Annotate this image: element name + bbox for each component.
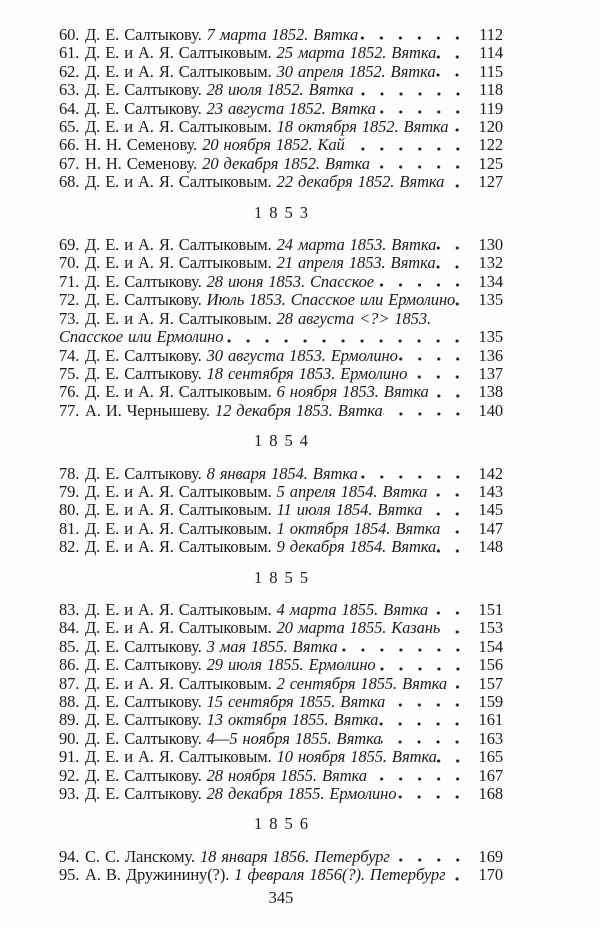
toc-entry-row [59,173,503,191]
entry-addressee: Д. Е. и А. Я. Салтыковым. [85,309,272,328]
entry-number: 66. [59,135,80,155]
footer-page-number: 345 [268,887,294,907]
entry-detail: 4—5 ноября 1855. Вятка [206,729,382,748]
dot-leader [435,254,473,272]
entry-text [85,520,440,538]
entry-text [85,848,390,866]
entry-page: 130 [478,235,503,255]
entry-text [85,748,437,766]
entry-page: 148 [478,537,503,557]
entry-page: 119 [479,98,503,118]
entry-list [59,848,503,885]
entry-page: 118 [479,80,503,100]
entry-page: 114 [479,43,503,63]
dot-leader [444,173,473,191]
entry-number: 69. [59,235,80,255]
entry-page: 165 [478,747,503,767]
toc-section [59,204,503,420]
entry-number: 77. [59,400,80,420]
toc-entry-row [59,538,503,556]
entry-addressee: Д. Е. и А. Я. Салтыковым. [85,674,272,693]
toc-entry-row [59,785,503,803]
toc-entry-row [59,44,503,62]
entry-number: 73. [59,308,80,328]
dot-leader [367,767,473,785]
entry-addressee: Д. Е. и А. Я. Салтыковым. [85,236,272,255]
toc-section [59,432,503,556]
entry-page: 127 [478,172,503,192]
entry-addressee: Д. Е. и А. Я. Салтыковым. [85,383,272,402]
entry-page: 163 [478,728,503,748]
toc-sections [59,26,503,885]
entry-page: 153 [478,618,503,638]
entry-page: 122 [478,135,503,155]
toc-entry-row [59,866,503,884]
dot-leader [376,656,473,674]
entry-addressee: Д. Е. Салтыкову. [85,785,202,804]
entry-addressee: Д. Е. Салтыкову. [85,272,202,291]
entry-addressee: Д. Е. Салтыкову. [85,99,202,118]
entry-detail: 20 марта 1855. Казань [276,619,441,638]
entry-text [85,638,338,656]
entry-detail: 15 сентября 1855. Вятка [206,693,386,711]
entry-detail: 4 марта 1855. Вятка [276,600,429,619]
dot-leader [381,730,473,748]
entry-page: 157 [478,673,503,693]
entry-detail: 11 июля 1854. Вятка [276,501,423,520]
entry-page: 112 [479,25,503,44]
toc-entry-row [59,638,503,656]
dot-leader [436,236,473,254]
dot-leader [385,693,473,711]
entry-text [85,767,367,785]
entry-addressee: Д. Е. и А. Я. Салтыковым. [85,619,272,638]
entry-text [85,402,383,420]
entry-text [85,347,398,365]
entry-page: 135 [478,327,503,347]
entry-addressee: Д. Е. Салтыкову. [85,656,202,675]
dot-leader [407,365,473,383]
entry-page: 137 [478,363,503,383]
entry-addressee: Д. Е. Салтыкову. [85,81,202,100]
entry-page: 159 [478,692,503,711]
toc-entry-row [59,693,503,711]
toc-entry-row [59,291,503,309]
dot-leader [428,601,473,619]
toc-entry-row [59,465,503,483]
entry-addressee: Д. Е. и А. Я. Салтыковым. [85,44,272,63]
entry-detail: 9 декабря 1854. Вятка [276,538,437,557]
entry-page: 167 [478,765,503,785]
dot-leader [370,155,473,173]
entry-addressee: Д. Е. и А. Я. Салтыковым. [85,748,272,767]
entry-text [85,483,427,501]
entry-detail: 25 марта 1852. Вятка [276,44,437,63]
entry-page: 115 [479,61,503,81]
dot-leader [435,63,473,81]
entry-detail: 20 ноября 1852. Кай [202,136,345,155]
dot-leader [422,501,473,519]
entry-number: 67. [59,153,80,173]
entry-number: 92. [59,765,80,785]
toc-entry-row [59,254,503,272]
entry-addressee: Н. Н. Семенову. [85,136,198,155]
entry-number: 88. [59,692,80,711]
entry-text [85,465,358,483]
dot-leader [440,520,473,538]
dot-leader [398,347,473,365]
entry-number: 71. [59,271,80,291]
toc-entry-row [59,656,503,674]
entry-page: 156 [478,655,503,675]
entry-text [85,711,378,729]
entry-detail: 28 августа <?> 1853. [276,309,432,328]
entry-text [85,273,374,291]
toc-entry-wrap-row [59,328,503,346]
toc-entry-row [59,619,503,637]
toc-entry-row [59,118,503,136]
entry-text [85,100,376,118]
toc-entry-row [59,501,503,519]
entry-addressee: Д. Е. Салтыкову. [85,711,202,730]
toc-entry-row [59,63,503,81]
entry-page: 135 [478,290,503,310]
dot-leader [455,291,473,309]
entry-wrap-text: Спасское или Ермолино [59,327,224,347]
entry-list [59,601,503,803]
dot-leader [374,273,473,291]
dot-leader [358,465,473,483]
entry-number: 65. [59,117,80,137]
entry-addressee: Д. Е. и А. Я. Салтыковым. [85,538,272,557]
dot-leader [440,619,473,637]
entry-detail: 6 ноября 1853. Вятка [276,383,429,402]
entry-detail: 22 декабря 1852. Вятка [276,173,445,192]
entry-addressee: Д. Е. Салтыкову. [85,364,202,383]
entry-detail: 18 октября 1852. Вятка [276,118,449,137]
entry-text [85,866,445,884]
entry-page: 120 [478,117,503,137]
entry-addressee: Н. Н. Семенову. [85,154,198,173]
entry-addressee: Д. Е. и А. Я. Салтыковым. [85,62,272,81]
toc-entry-row [59,383,503,401]
dot-leader [338,638,473,656]
entry-number: 85. [59,636,80,656]
dot-leader [396,785,473,803]
entry-text [85,310,431,328]
entry-number: 94. [59,846,80,866]
entry-number: 95. [59,865,80,885]
entry-addressee: Д. Е. Салтыкову. [85,729,202,748]
entry-page: 145 [478,500,503,520]
toc-entry-row [59,402,503,420]
entry-page: 170 [478,865,503,885]
entry-text [85,656,376,674]
entry-page: 140 [478,400,503,420]
entry-text [85,118,448,136]
entry-number: 76. [59,382,80,402]
dot-leader [436,44,473,62]
entry-text [85,291,455,309]
entry-addressee: А. И. Чернышеву. [85,401,210,420]
entry-detail: 24 марта 1853. Вятка [276,236,437,255]
entry-list [59,236,503,420]
entry-addressee: Д. Е. и А. Я. Салтыковым. [85,254,272,273]
entry-detail: 18 сентября 1853. Ермолино [206,364,408,383]
dot-leader [390,848,473,866]
entry-page: 147 [478,518,503,538]
entry-text [85,236,436,254]
dot-leader [378,711,473,729]
entry-page: 143 [478,481,503,501]
toc-entry-row [59,520,503,538]
entry-page: 138 [478,382,503,402]
entry-text [85,675,447,693]
toc-section [59,815,503,884]
entry-detail: 28 июня 1853. Спасское [206,272,375,291]
entry-text [85,619,440,637]
entry-text [85,136,345,154]
entry-number: 80. [59,500,80,520]
toc-entry-row [59,483,503,501]
entry-detail: 3 мая 1855. Вятка [206,637,338,656]
entry-text [85,63,435,81]
year-heading: 1854 [254,431,315,451]
entry-detail: 23 августа 1852. Вятка [206,99,376,118]
entry-page: 169 [478,846,503,866]
entry-number: 70. [59,253,80,273]
entry-detail: 8 января 1854. Вятка [206,464,358,483]
toc-entry-row [59,748,503,766]
entry-detail: 20 декабря 1852. Вятка [202,154,370,173]
entry-detail: Июль 1853. Спасское или Ермолино [206,291,456,310]
entry-text [85,730,381,748]
entry-number: 63. [59,80,80,100]
toc-entry-row [59,100,503,118]
entry-detail: 5 апреля 1854. Вятка [276,482,428,501]
dot-leader [437,748,473,766]
entry-text [85,501,422,519]
toc-entry-row [59,236,503,254]
entry-number: 74. [59,345,80,365]
entry-addressee: Д. Е. Салтыкову. [85,693,202,711]
entry-text [85,538,436,556]
entry-page: 136 [478,345,503,365]
toc-entry-row [59,310,503,328]
entry-page: 142 [478,463,503,483]
entry-number: 61. [59,43,80,63]
entry-text [85,383,429,401]
dot-leader [436,538,473,556]
entry-number: 87. [59,673,80,693]
entry-detail: 2 сентября 1855. Вятка [276,674,448,693]
entry-detail: 18 января 1856. Петербург [200,847,390,866]
entry-text [85,173,444,191]
toc-entry-row [59,848,503,866]
entry-detail: 10 ноября 1855. Вятка [276,748,437,767]
toc-entry-row [59,675,503,693]
entry-text [85,81,354,99]
entry-addressee: Д. Е. и А. Я. Салтыковым. [85,519,272,538]
dot-leader [447,675,473,693]
entry-addressee: Д. Е. Салтыкову. [85,346,202,365]
entry-number: 78. [59,463,80,483]
entry-text [85,155,370,173]
entry-number: 89. [59,710,80,730]
entry-addressee: А. В. Дружинину(?). [85,866,230,885]
dot-leader [358,26,473,44]
entry-detail: 1 февраля 1856(?). Петербург [234,866,446,885]
entry-page: 134 [478,271,503,291]
entry-text [85,693,385,711]
year-heading: 1856 [254,814,315,834]
year-heading: 1853 [254,202,315,222]
entry-detail: 30 апреля 1852. Вятка [276,62,436,81]
entry-page: 132 [478,253,503,273]
entry-detail: 21 апреля 1853. Вятка [276,254,436,273]
dot-leader [383,402,473,420]
entry-detail: 29 июля 1855. Ермолино [206,656,376,675]
entry-number: 86. [59,655,80,675]
entry-detail: 7 марта 1852. Вятка [206,26,359,44]
toc-entry-row [59,155,503,173]
entry-page: 151 [478,599,503,619]
entry-addressee: Д. Е. Салтыкову. [85,464,202,483]
entry-number: 79. [59,481,80,501]
entry-addressee: Д. Е. и А. Я. Салтыковым. [85,173,272,192]
entry-number: 93. [59,784,80,804]
entry-text [85,254,435,272]
dot-leader [427,483,473,501]
entry-number: 81. [59,518,80,538]
entry-number: 84. [59,618,80,638]
entry-detail: 12 декабря 1853. Вятка [214,401,383,420]
entry-number: 72. [59,290,80,310]
toc-entry-row [59,601,503,619]
entry-text [85,365,407,383]
entry-text [85,26,358,44]
dot-leader [345,136,473,154]
entry-addressee: Д. Е. Салтыкову. [85,291,202,310]
dot-leader [429,383,473,401]
entry-page: 161 [478,710,503,730]
toc-section [59,569,503,804]
entry-number: 82. [59,537,80,557]
toc-entry-row [59,730,503,748]
entry-detail: 28 ноября 1855. Вятка [206,766,367,785]
toc-entry-row [59,347,503,365]
entry-detail: 1 октября 1854. Вятка [276,519,441,538]
toc-entry-row [59,26,503,44]
entry-addressee: Д. Е. Салтыкову. [85,26,202,44]
entry-addressee: С. С. Ланскому. [85,847,195,866]
entry-addressee: Д. Е. Салтыкову. [85,637,202,656]
entry-list [59,465,503,557]
entry-detail: 28 декабря 1855. Ермолино [206,785,397,804]
entry-addressee: Д. Е. и А. Я. Салтыковым. [85,482,272,501]
entry-addressee: Д. Е. и А. Я. Салтыковым. [85,118,272,137]
entry-number: 91. [59,747,80,767]
dot-leader [376,100,473,118]
entry-number: 64. [59,98,80,118]
entry-text [85,44,436,62]
entry-detail: 30 августа 1853. Ермолино [206,346,398,365]
entry-list [59,26,503,192]
entry-text [85,785,396,803]
entry-number: 90. [59,728,80,748]
entry-text [85,601,428,619]
entry-number: 75. [59,363,80,383]
entry-page: 168 [478,784,503,804]
dot-leader [448,118,473,136]
toc-entry-row [59,136,503,154]
entry-detail: 13 октября 1855. Вятка [206,711,379,730]
entry-addressee: Д. Е. Салтыкову. [85,766,202,785]
entry-page: 125 [478,153,503,173]
dot-leader [223,328,473,346]
toc-entry-row [59,81,503,99]
toc-entry-row [59,711,503,729]
dot-leader [445,866,473,884]
entry-detail: 28 июля 1852. Вятка [206,81,354,100]
entry-number: 60. [59,25,80,44]
year-heading: 1855 [254,567,315,587]
toc-section [59,26,503,192]
entry-page: 154 [478,636,503,656]
dot-leader [354,81,473,99]
entry-number: 62. [59,61,80,81]
toc-entry-row [59,365,503,383]
entry-addressee: Д. Е. и А. Я. Салтыковым. [85,600,272,619]
toc-entry-row [59,767,503,785]
toc-entry-row [59,273,503,291]
entry-number: 68. [59,172,80,192]
entry-addressee: Д. Е. и А. Я. Салтыковым. [85,501,272,520]
entry-number: 83. [59,599,80,619]
